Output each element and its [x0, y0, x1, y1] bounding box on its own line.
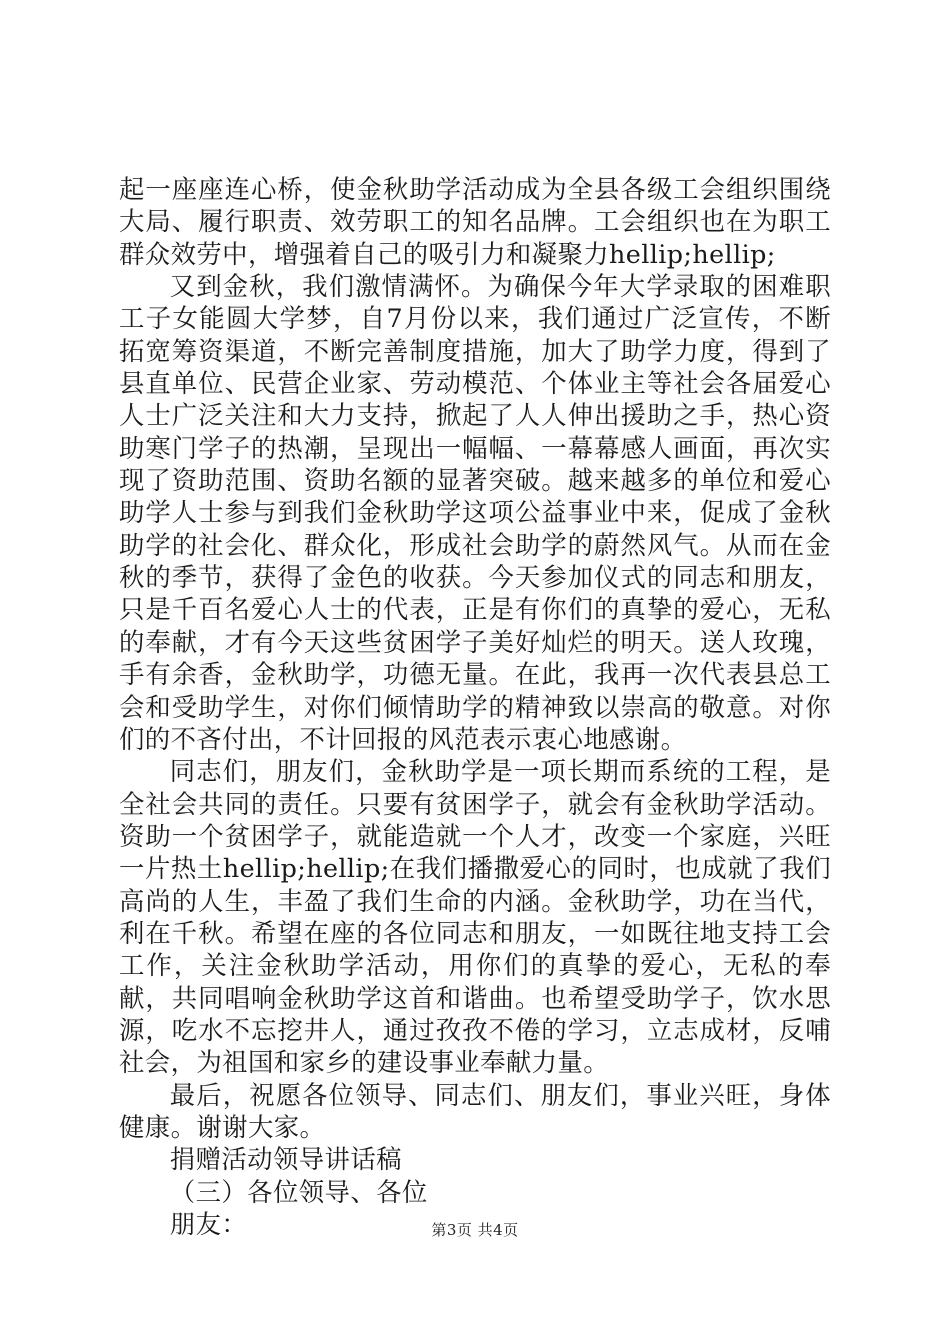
section-title: 捐赠活动领导讲话稿 [169, 1144, 402, 1175]
paragraph-autumn-aid: 又到金秋，我们激情满怀。为确保今年大学录取的困难职工子女能圆大学梦，自7月份以来，我们通过广泛宣传，不断拓宽筹资渠道，不断完善制度措施，加大了助学力度，得到了县直单位、民营企业家、劳动模范、个体业主等社会各届爱心人士广泛关注和大力支持，掀起了人人伸出援助之手，热心资助寒门学子的热潮，呈现出一幅幅、一幕幕感人画面，再次实现了资助范围、资助名额的显著突破。越来越多的单位和爱心助学人士参与到我们金秋助学这项公益事业中来，促成了金秋助学的社会化、群众化，形成社会助学的蔚然风气。从而在金秋的季节，获得了金色的收获。今天参加仪式的同志和朋友，只是千百名爱心人士的代表，正是有你们的真挚的爱心，无私的奉献，才有今天这些贫困学子美好灿烂的明天。送人玫瑰，手有余香，金秋助学，功德无量。在此，我再一次代表县总工会和受助学生，对你们倾情助学的精神致以崇高的敬意。对你们的不吝付出，不计回报的风范表示衷心地感谢。 [119, 271, 831, 754]
section-subtitle: （三）各位领导、各位 [169, 1176, 428, 1207]
paragraph-continuation: 起一座座连心桥，使金秋助学活动成为全县各级工会组织围绕大局、履行职责、效劳职工的知名品牌。工会组织也在为职工群众效劳中，增强着自己的吸引力和凝聚力hellip;hellip; [119, 174, 831, 269]
salutation: 朋友： [169, 1209, 248, 1239]
document-body [119, 173, 831, 1240]
paragraph-long-term-project: 同志们，朋友们，金秋助学是一项长期而系统的工程，是全社会共同的责任。只要有贫困学子，就会有金秋助学活动。资助一个贫困学子，就能造就一个人才，改变一个家庭，兴旺一片热土hellip;hellip;在我们播撒爱心的同时，也成就了我们高尚的人生，丰盈了我们生命的内涵。金秋助学，功在当代，利在千秋。希望在座的各位同志和朋友，一如既往地支持工会工作，关注金秋助学活动，用你们的真挚的爱心，无私的奉献，共同唱响金秋助学这首和谐曲。也希望受助学子，饮水思源，吃水不忘挖井人，通过孜孜不倦的学习，立志成材，反哺社会，为祖国和家乡的建设事业奉献力量。 [119, 756, 831, 1078]
paragraph-closing-wishes: 最后，祝愿各位领导、同志们、朋友们，事业兴旺，身体健康。谢谢大家。 [119, 1079, 831, 1142]
page-number-footer: 第3页 共4页 [431, 1221, 519, 1239]
